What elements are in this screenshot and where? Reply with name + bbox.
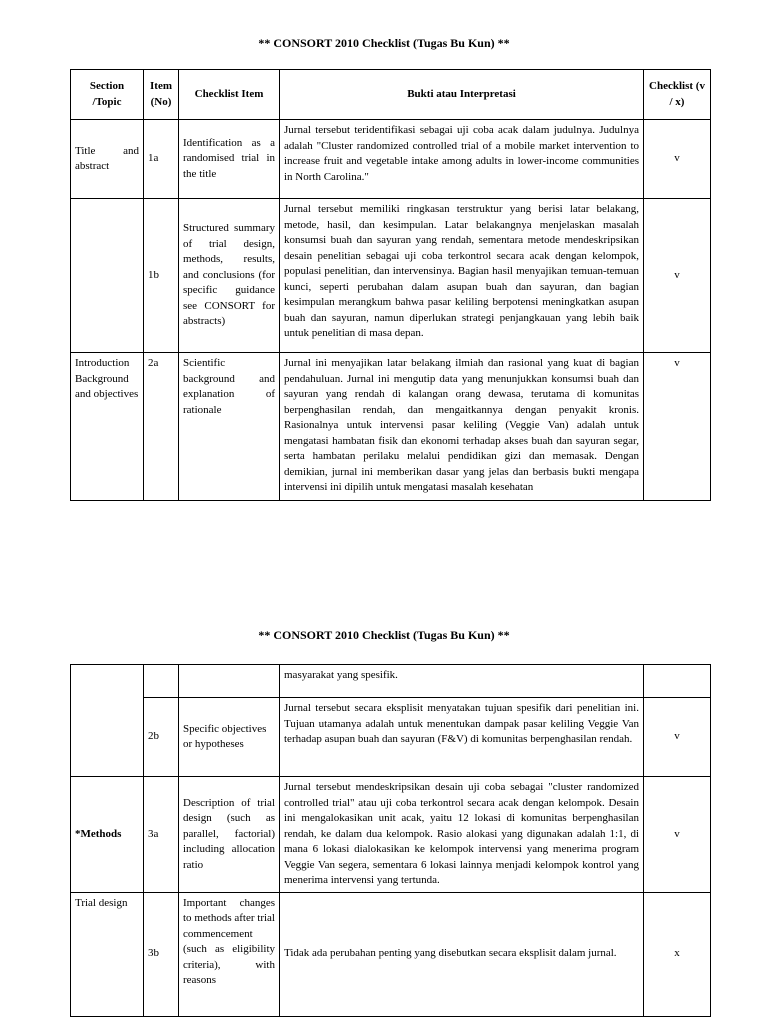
check-cell: [644, 665, 711, 698]
section-cell: Trial design: [71, 892, 144, 1016]
check-cell: x: [644, 892, 711, 1016]
page-title: ** CONSORT 2010 Checklist (Tugas Bu Kun) **: [258, 36, 510, 50]
checklist-item-cell: Scientific background and explanation of rationale: [179, 353, 280, 501]
section-cell: [71, 665, 144, 777]
check-cell: v: [644, 777, 711, 893]
bukti-cell: masyarakat yang spesifik.: [280, 665, 644, 698]
header-checklist: Checklist (v / x): [644, 70, 711, 120]
checklist-table-1: [70, 69, 711, 501]
bukti-cell: Tidak ada perubahan penting yang disebutkan secara eksplisit dalam jurnal.: [280, 892, 644, 1016]
item-cell: 1b: [144, 199, 179, 353]
item-cell: 2a: [144, 353, 179, 501]
checklist-item-cell: Specific objectives or hypotheses: [179, 698, 280, 777]
header-bukti: Bukti atau Interpretasi: [280, 70, 644, 120]
table-row: [71, 892, 711, 1016]
checklist-item-cell: Important changes to methods after trial commencement (such as eligibility criteria), with reasons: [179, 892, 280, 1016]
table-row: [71, 199, 711, 353]
item-cell: 1a: [144, 120, 179, 199]
check-cell: v: [644, 353, 711, 501]
section-cell: Introduction Background and objectives: [71, 353, 144, 501]
header-item: Item (No): [144, 70, 179, 120]
checklist-table-2: [70, 664, 711, 1017]
checklist-item-cell: Identification as a randomised trial in the title: [179, 120, 280, 199]
bukti-cell: [280, 353, 644, 501]
item-cell: 3b: [144, 892, 179, 1016]
header-row: [71, 70, 711, 120]
check-cell: v: [644, 199, 711, 353]
section-cell: [71, 199, 144, 353]
header-checklist-item: Checklist Item: [179, 70, 280, 120]
check-cell: v: [644, 698, 711, 777]
header-section: Section /Topic: [71, 70, 144, 120]
table-row: [71, 698, 711, 777]
item-cell: 2b: [144, 698, 179, 777]
check-cell: v: [644, 120, 711, 199]
bukti-cell: Jurnal tersebut secara eksplisit menyatakan tujuan spesifik dari penelitian ini. Tujuan utamanya adalah untuk menentukan dampak pasar keliling Veggie Van terhadap asupan buah dan sayuran (F&V) di komunitas berpenghasilan rendah.: [280, 698, 644, 777]
bukti-text: Jurnal ini menyajikan latar belakang ilmiah dan rasional yang kuat di bagian pendahuluan. Jurnal ini mengutip data yang menunjukkan konsumsi buah dan sayuran yang rendah di kalangan orang dewasa, terutama di komunitas berpenghasilan rendah, dan mengaitkannya dengan penyakit kronis. Rasionalnya untuk intervensi pasar keliling (Veggie Van) adalah untuk mengatasi hambatan fisik dan ekonomi terhadap akses buah dan sayuran segar, serta hambatan perilaku melalui pendidikan gizi dan memasak. Dengan demikian, jurnal ini memberikan dasar yang jelas dan berbasis bukti mengapa intervensi ini dipilih untuk mengatasi masalah kesehatan: [284, 357, 639, 493]
checklist-item-cell: Description of trial design (such as parallel, factorial) including allocation ratio: [179, 777, 280, 893]
table-row: [71, 120, 711, 199]
checklist-item-cell: [179, 665, 280, 698]
bukti-cell: Jurnal tersebut teridentifikasi sebagai uji coba acak dalam judulnya. Judulnya adalah "Cluster randomized controlled trial of a mobile market intervention to increase fruit and vegetable intake among adults in lower-income communities in North Carolina.": [280, 120, 644, 199]
table-row: [71, 777, 711, 893]
table-row: [71, 665, 711, 698]
section-cell: Title and abstract: [71, 120, 144, 199]
table-row: [71, 353, 711, 501]
checklist-item-cell: Structured summary of trial design, methods, results, and conclusions (for specific guidance see CONSORT for abstracts): [179, 199, 280, 353]
bukti-cell: Jurnal tersebut memiliki ringkasan terstruktur yang berisi latar belakang, metode, hasil, dan kesimpulan. Latar belakangnya menjelaskan masalah konsumsi buah dan sayuran yang rendah, sementara metode mendeskripsikan desain penelitian sebagai uji coba terkontrol secara acak dengan kelompok, populasi penelitian, dan intervensinya. Bagian hasil menyajikan temuan-temuan kunci, seperti perubahan dalam asupan buah dan sayuran, dan bagian kesimpulan merangkum bahwa pasar keliling berpotensi meningkatkan asupan buah dan sayuran, namun diperlukan strategi penjangkauan yang lebih baik untuk penelitian di masa depan.: [280, 199, 644, 353]
section-cell: *Methods: [71, 777, 144, 893]
item-cell: [144, 665, 179, 698]
item-cell: 3a: [144, 777, 179, 893]
page-title-2: ** CONSORT 2010 Checklist (Tugas Bu Kun) **: [258, 628, 510, 642]
bukti-cell: Jurnal tersebut mendeskripsikan desain uji coba sebagai "cluster randomized controlled trial" atau uji coba terkontrol secara acak dengan kelompok. Desain ini mengalokasikan unit acak, yaitu 12 lokasi di komunitas berpenghasilan rendah, ke dalam dua kelompok. Rasio alokasi yang digunakan adalah 1:1, di mana 6 lokasi dialokasikan ke kelompok intervensi yang menerima program Veggie Van segera, sementara 6 lokasi lainnya menjadi kelompok kontrol yang menerima intervensi yang tertunda.: [280, 777, 644, 893]
